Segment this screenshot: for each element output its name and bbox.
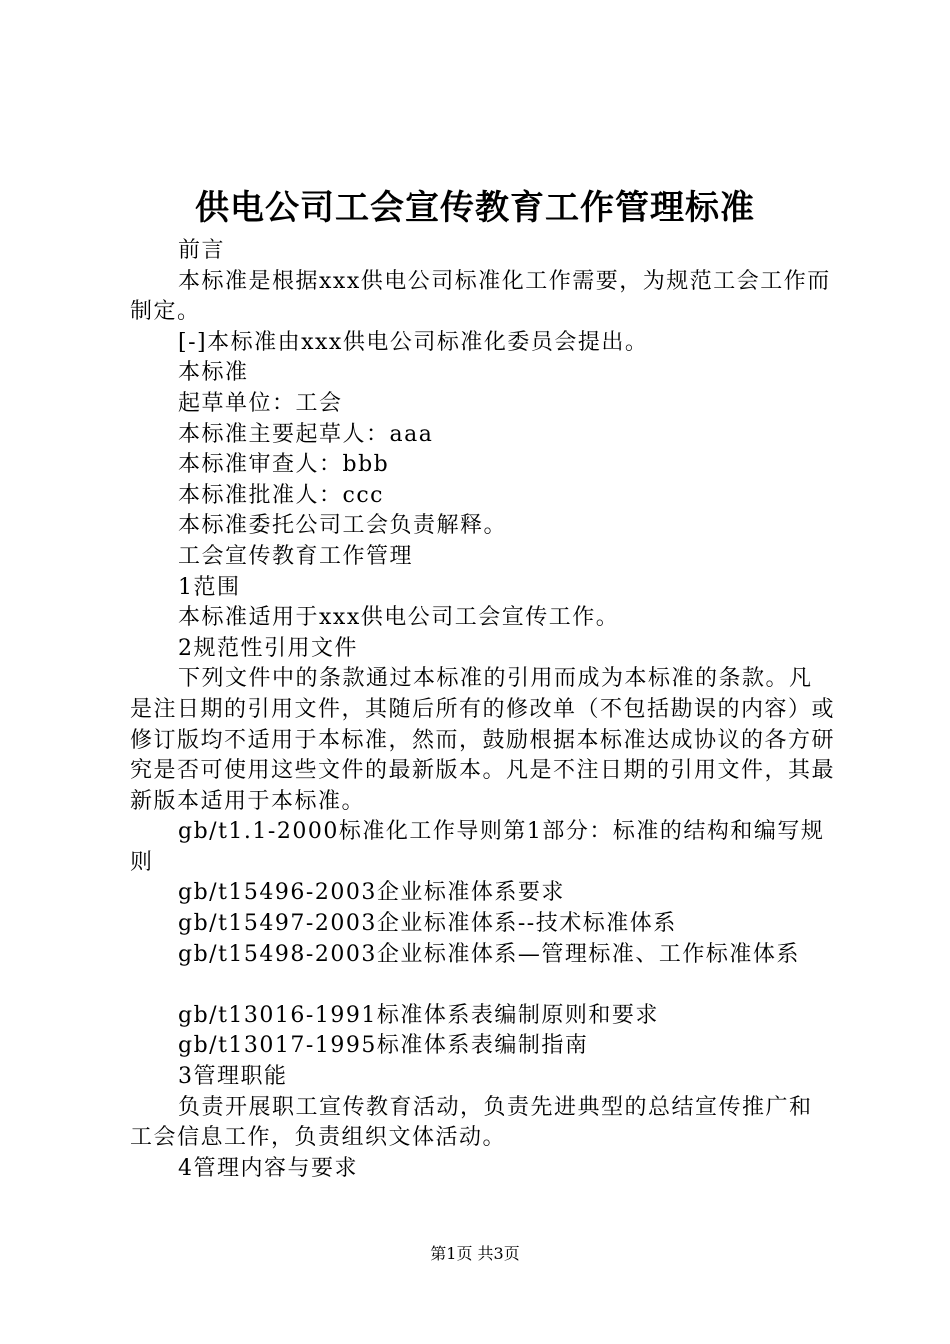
heading-normative-references: 2规范性引用文件: [178, 635, 358, 661]
page-footer: 第1页 共3页: [430, 1244, 520, 1263]
paragraph-approver: 本标准批准人：ccc: [178, 482, 384, 508]
reference-item: gb/t13017-1995标准体系表编制指南: [178, 1033, 589, 1059]
paragraph-drafter: 本标准主要起草人：aaa: [178, 421, 434, 447]
paragraph-references-intro: 下列文件中的条款通过本标准的引用而成为本标准的条款。凡是注日期的引用文件，其随后所有的修改单（不包括勘误的内容）或修订版均不适用于本标准，然而，鼓励根据本标准达成协议的各方研究是否可使用这些文件的最新版本。凡是不注日期的引用文件，其最新版本适用于本标准。: [130, 666, 836, 814]
paragraph-reviewer: 本标准审查人：bbb: [178, 452, 390, 478]
paragraph-preface: 前言: [178, 238, 226, 263]
reference-item: gb/t13016-1991标准体系表编制原则和要求: [178, 1002, 659, 1028]
heading-scope: 1范围: [178, 574, 241, 600]
heading-management-functions: 3管理职能: [178, 1064, 288, 1090]
reference-item: gb/t1.1-2000标准化工作导则第1部分：标准的结构和编写规则: [130, 819, 825, 875]
paragraph-drafting-unit: 起草单位：工会: [178, 390, 343, 416]
reference-item: gb/t15496-2003企业标准体系要求: [178, 880, 565, 906]
reference-item: gb/t15498-2003企业标准体系—管理标准、工作标准体系: [178, 941, 800, 967]
paragraph-management-functions: 负责开展职工宣传教育活动，负责先进典型的总结宣传推广和工会信息工作，负责组织文体活动。: [130, 1094, 813, 1151]
paragraph-purpose: 本标准是根据xxx供电公司标准化工作需要，为规范工会工作而制定。: [130, 268, 831, 325]
document-title: 供电公司工会宣传教育工作管理标准: [195, 188, 755, 228]
paragraph-proposer: [-]本标准由xxx供电公司标准化委员会提出。: [178, 329, 649, 355]
reference-item: gb/t15497-2003企业标准体系--技术标准体系: [178, 911, 677, 937]
paragraph-section-title: 工会宣传教育工作管理: [178, 543, 414, 569]
heading-management-content: 4管理内容与要求: [178, 1155, 358, 1181]
document-body: [130, 236, 835, 1184]
paragraph-standard: 本标准: [178, 360, 249, 386]
paragraph-scope: 本标准适用于xxx供电公司工会宣传工作。: [178, 605, 620, 631]
paragraph-interpretation: 本标准委托公司工会负责解释。: [178, 513, 508, 539]
